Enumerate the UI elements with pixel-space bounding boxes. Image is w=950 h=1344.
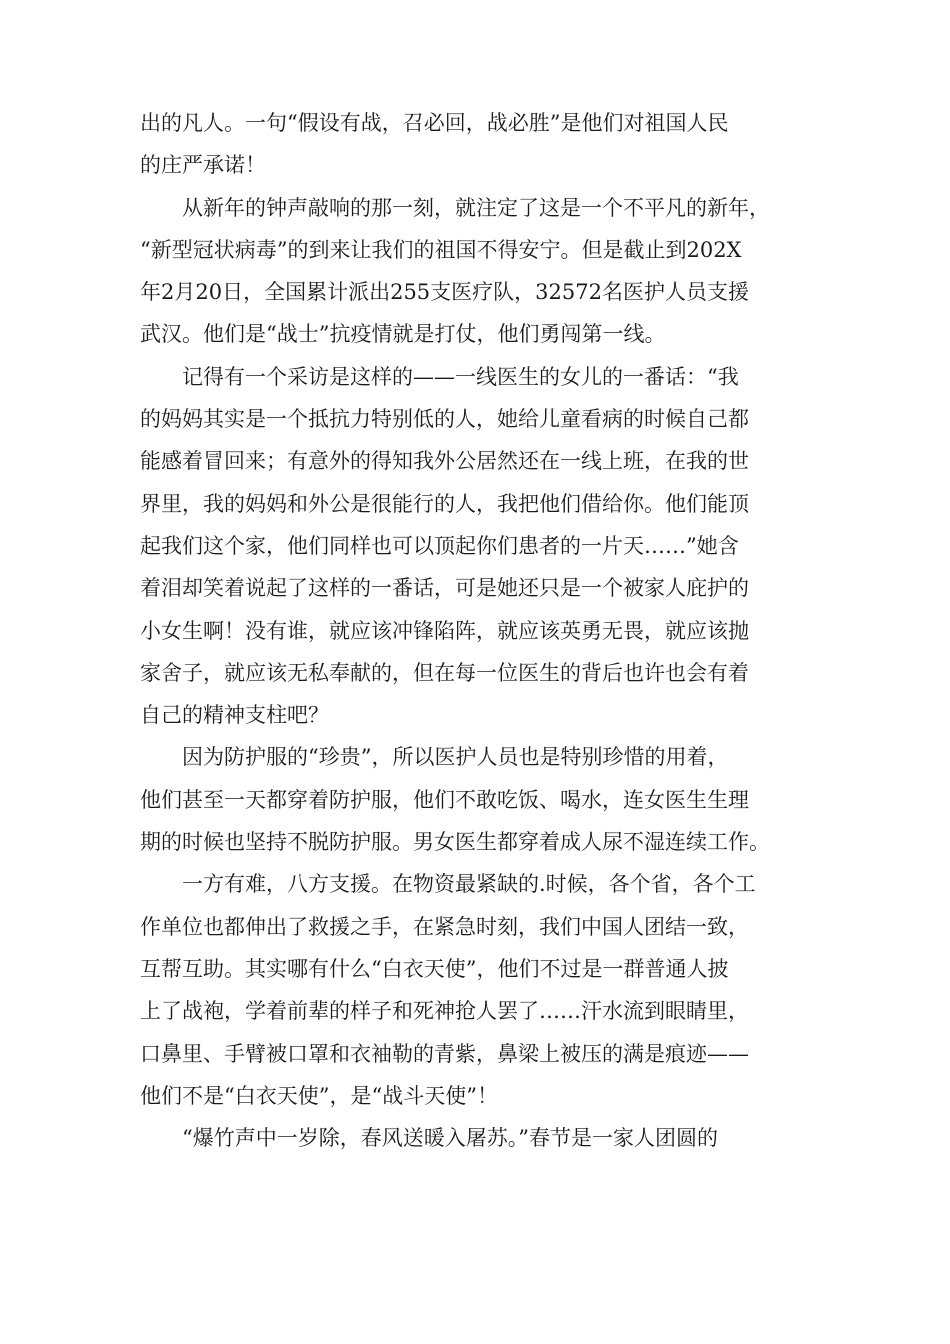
text-line: 自己的精神支柱吧？ <box>140 703 329 728</box>
text-line: 上了战袍，学着前辈的样子和死神抢人罢了……汗水流到眼睛里， <box>140 999 749 1024</box>
text-line: 能感着冒回来；有意外的得知我外公居然还在一线上班，在我的世 <box>140 449 749 474</box>
text-line: 一方有难，八方支援。在物资最紧缺的.时候，各个省，各个工 <box>182 872 756 897</box>
text-line: 小女生啊！没有谁，就应该冲锋陷阵，就应该英勇无畏，就应该抛 <box>140 618 749 643</box>
text-line: 互帮互助。其实哪有什么“白衣天使”，他们不过是一群普通人披 <box>140 956 729 981</box>
text-line: 从新年的钟声敲响的那一刻，就注定了这是一个不平凡的新年， <box>182 195 770 220</box>
text-line: 的庄严承诺！ <box>140 153 266 178</box>
text-line: 家舍子，就应该无私奉献的，但在每一位医生的背后也许也会有着 <box>140 660 749 685</box>
text-line: 作单位也都伸出了救援之手，在紧急时刻，我们中国人团结一致， <box>140 914 749 939</box>
text-line: 出的凡人。一句“假设有战，召必回，战必胜”是他们对祖国人民 <box>140 111 729 135</box>
text-line: 口鼻里、手臂被口罩和衣袖勒的青紫，鼻梁上被压的满是痕迹—— <box>140 1041 749 1066</box>
text-line: 的妈妈其实是一个抵抗力特别低的人，她给儿童看病的时候自己都 <box>140 407 749 432</box>
text-line: 年2月20日，全国累计派出255支医疗队，32572名医护人员支援 <box>140 280 749 305</box>
text-line: 记得有一个采访是这样的——一线医生的女儿的一番话：“我 <box>182 364 739 389</box>
text-line: 因为防护服的“珍贵”，所以医护人员也是特别珍惜的用着， <box>182 745 729 770</box>
text-line: 他们不是“白衣天使”，是“战斗天使”！ <box>140 1083 498 1108</box>
text-line: 期的时候也坚持不脱防护服。男女医生都穿着成人尿不湿连续工作。 <box>140 830 770 855</box>
text-line: 武汉。他们是“战士”抗疫情就是打仗，他们勇闯第一线。 <box>140 322 666 347</box>
text-line: 他们甚至一天都穿着防护服，他们不敢吃饭、喝水，连女医生生理 <box>140 787 749 812</box>
text-line: 着泪却笑着说起了这样的一番话，可是她还只是一个被家人庇护的 <box>140 576 749 601</box>
text-line: “爆竹声中一岁除，春风送暖入屠苏。”春节是一家人团圆的 <box>182 1126 718 1151</box>
text-line: 界里，我的妈妈和外公是很能行的人，我把他们借给你。他们能顶 <box>140 491 749 516</box>
text-line: 起我们这个家，他们同样也可以顶起你们患者的一片天……”她含 <box>140 533 739 558</box>
document-body <box>140 102 812 1159</box>
text-line: “新型冠状病毒”的到来让我们的祖国不得安宁。但是截止到202X <box>140 237 742 262</box>
